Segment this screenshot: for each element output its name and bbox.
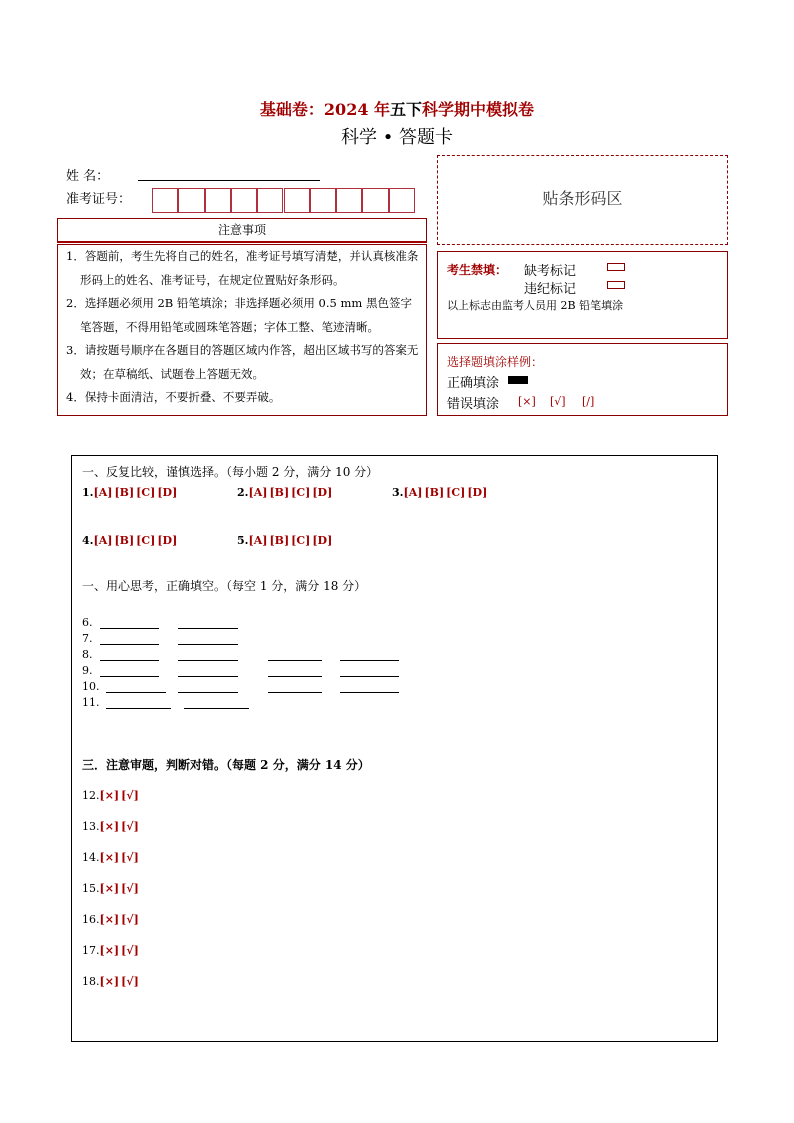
option-bubble[interactable]: [√] bbox=[121, 913, 139, 926]
option-bubble[interactable]: [D] bbox=[157, 534, 178, 547]
name-label: 姓 名： bbox=[66, 169, 110, 184]
question-number: 12. bbox=[82, 789, 100, 802]
option-bubble[interactable]: [C] bbox=[136, 534, 156, 547]
id-digit-box[interactable] bbox=[389, 188, 415, 213]
option-bubble[interactable]: [D] bbox=[157, 486, 178, 499]
absent-label: 缺考标记 bbox=[524, 264, 577, 279]
option-bubble[interactable]: [B] bbox=[424, 486, 445, 499]
fill-blank[interactable] bbox=[178, 692, 238, 693]
absent-checkbox[interactable] bbox=[607, 263, 625, 271]
note-item bbox=[66, 386, 420, 410]
true-false-question bbox=[82, 789, 141, 802]
question-number: 17. bbox=[82, 944, 100, 957]
forbidden-note: 以上标志由监考人员用 2B 铅笔填涂 bbox=[447, 299, 624, 312]
option-bubble[interactable]: [√] bbox=[121, 820, 139, 833]
id-digit-box[interactable] bbox=[257, 188, 283, 213]
id-digit-box[interactable] bbox=[362, 188, 388, 213]
section1-title: 一、反复比较，谨慎选择。（每小题 2 分，满分 10 分） bbox=[82, 465, 379, 479]
id-label: 准考证号： bbox=[66, 192, 132, 207]
option-bubble[interactable]: [C] bbox=[291, 486, 311, 499]
question-number: 18. bbox=[82, 975, 100, 988]
option-bubble[interactable]: [B] bbox=[269, 486, 290, 499]
blank-number: 10. bbox=[82, 680, 100, 693]
question-number: 3. bbox=[392, 486, 404, 499]
id-digit-box[interactable] bbox=[231, 188, 257, 213]
card-subtitle: 科学 • 答题卡 bbox=[340, 127, 454, 148]
forbidden-label: 考生禁填： bbox=[447, 263, 508, 277]
fill-blank[interactable] bbox=[178, 628, 238, 629]
true-false-question bbox=[82, 944, 141, 957]
fill-blank[interactable] bbox=[100, 676, 159, 677]
id-digit-box[interactable] bbox=[310, 188, 336, 213]
option-bubble[interactable]: [×] bbox=[99, 882, 120, 895]
id-digit-box[interactable] bbox=[336, 188, 362, 213]
blank-number: 9. bbox=[82, 664, 93, 677]
option-bubble[interactable]: [D] bbox=[467, 486, 488, 499]
filled-mark-icon bbox=[508, 376, 528, 384]
option-bubble[interactable]: [A] bbox=[403, 486, 423, 499]
option-bubble[interactable]: [√] bbox=[121, 882, 139, 895]
blank-number: 8. bbox=[82, 648, 93, 661]
option-bubble[interactable]: [C] bbox=[136, 486, 156, 499]
notes-title: 注意事项 bbox=[57, 218, 427, 243]
option-bubble[interactable]: [√] bbox=[121, 944, 139, 957]
note-text: 4．保持卡面清洁，不要折叠、不要弄破。 bbox=[66, 390, 281, 404]
id-digit-box[interactable] bbox=[178, 188, 204, 213]
id-digit-box[interactable] bbox=[152, 188, 178, 213]
fill-blank[interactable] bbox=[178, 676, 238, 677]
blank-number: 7. bbox=[82, 632, 93, 645]
question-number: 4. bbox=[82, 534, 94, 547]
option-bubble[interactable]: [B] bbox=[114, 534, 135, 547]
option-bubble[interactable]: [A] bbox=[248, 534, 268, 547]
note-text: 3．请按题号顺序在各题目的答题区域内作答，超出区域书写的答案无效；在草稿纸、试题卷上答题无效。 bbox=[66, 343, 419, 381]
question-number: 5. bbox=[237, 534, 249, 547]
note-text: 1．答题前，考生先将自己的姓名，准考证号填写清楚，并认真核准条形码上的姓名、准考证号，在规定位置贴好条形码。 bbox=[66, 249, 419, 287]
question-number: 15. bbox=[82, 882, 100, 895]
id-digit-box[interactable] bbox=[284, 188, 310, 213]
wrong-mark: [√] bbox=[550, 395, 566, 408]
title-part: 基础卷：2024 年 bbox=[259, 100, 391, 119]
question-number: 1. bbox=[82, 486, 94, 499]
section3-title: 三．注意审题，判断对错。（每题 2 分，满分 14 分） bbox=[82, 758, 370, 772]
fill-blank[interactable] bbox=[340, 676, 399, 677]
fill-blank[interactable] bbox=[100, 628, 159, 629]
title-part: 科学期中模拟卷 bbox=[422, 100, 535, 119]
fill-blank[interactable] bbox=[184, 708, 249, 709]
name-field[interactable] bbox=[138, 180, 320, 181]
question-number: 13. bbox=[82, 820, 100, 833]
wrong-mark: [×] bbox=[518, 395, 536, 408]
question-number: 14. bbox=[82, 851, 100, 864]
fill-blank[interactable] bbox=[106, 692, 166, 693]
sample-box bbox=[437, 343, 728, 416]
violation-label: 违纪标记 bbox=[524, 282, 577, 297]
fill-blank[interactable] bbox=[178, 644, 238, 645]
sample-title: 选择题填涂样例： bbox=[447, 355, 544, 369]
choice-question bbox=[392, 486, 489, 499]
note-item bbox=[66, 245, 420, 292]
true-false-question bbox=[82, 913, 141, 926]
option-bubble[interactable]: [×] bbox=[99, 789, 120, 802]
barcode-area: 贴条形码区 bbox=[437, 155, 728, 245]
fill-blank[interactable] bbox=[100, 644, 159, 645]
note-text: 2．选择题必须用 2B 铅笔填涂；非选择题必须用 0.5 mm 黑色签字笔答题，不得用铅笔或圆珠笔答题；字体工整、笔迹清晰。 bbox=[66, 296, 412, 334]
choice-question bbox=[82, 486, 179, 499]
title-part: 五下 bbox=[390, 100, 423, 119]
choice-question bbox=[237, 534, 334, 547]
id-digit-box[interactable] bbox=[205, 188, 231, 213]
wrong-mark: [/] bbox=[582, 395, 595, 408]
blank-number: 11. bbox=[82, 696, 100, 709]
fill-blank[interactable] bbox=[178, 660, 238, 661]
option-bubble[interactable]: [A] bbox=[93, 534, 113, 547]
question-number: 16. bbox=[82, 913, 100, 926]
question-number: 2. bbox=[237, 486, 249, 499]
notes-box bbox=[57, 244, 427, 416]
fill-blank[interactable] bbox=[106, 708, 171, 709]
option-bubble[interactable]: [A] bbox=[93, 486, 113, 499]
fill-blank[interactable] bbox=[100, 660, 159, 661]
violation-checkbox[interactable] bbox=[607, 281, 625, 289]
option-bubble[interactable]: [A] bbox=[248, 486, 268, 499]
option-bubble[interactable]: [B] bbox=[269, 534, 290, 547]
option-bubble[interactable]: [√] bbox=[121, 975, 139, 988]
exam-title bbox=[0, 97, 794, 120]
option-bubble[interactable]: [D] bbox=[312, 486, 333, 499]
choice-question bbox=[237, 486, 334, 499]
option-bubble[interactable]: [B] bbox=[114, 486, 135, 499]
option-bubble[interactable]: [×] bbox=[99, 944, 120, 957]
section2-title: 一、用心思考，正确填空。（每空 1 分，满分 18 分） bbox=[82, 579, 367, 593]
forbidden-box bbox=[437, 251, 728, 339]
option-bubble[interactable]: [×] bbox=[99, 975, 120, 988]
option-bubble[interactable]: [√] bbox=[121, 851, 139, 864]
option-bubble[interactable]: [×] bbox=[99, 913, 120, 926]
option-bubble[interactable]: [√] bbox=[121, 789, 139, 802]
true-false-question bbox=[82, 851, 141, 864]
fill-blank[interactable] bbox=[340, 692, 399, 693]
fill-blank[interactable] bbox=[268, 692, 322, 693]
fill-blank[interactable] bbox=[340, 660, 399, 661]
choice-question bbox=[82, 534, 179, 547]
option-bubble[interactable]: [×] bbox=[99, 851, 120, 864]
note-item bbox=[66, 292, 420, 339]
true-false-question bbox=[82, 975, 141, 988]
option-bubble[interactable]: [×] bbox=[99, 820, 120, 833]
true-false-question bbox=[82, 882, 141, 895]
correct-label: 正确填涂 bbox=[447, 376, 500, 391]
fill-blank[interactable] bbox=[268, 676, 322, 677]
true-false-question bbox=[82, 820, 141, 833]
note-item bbox=[66, 339, 420, 386]
blank-number: 6. bbox=[82, 616, 93, 629]
fill-blank[interactable] bbox=[268, 660, 322, 661]
option-bubble[interactable]: [C] bbox=[291, 534, 311, 547]
option-bubble[interactable]: [C] bbox=[446, 486, 466, 499]
option-bubble[interactable]: [D] bbox=[312, 534, 333, 547]
wrong-label: 错误填涂 bbox=[447, 397, 500, 412]
